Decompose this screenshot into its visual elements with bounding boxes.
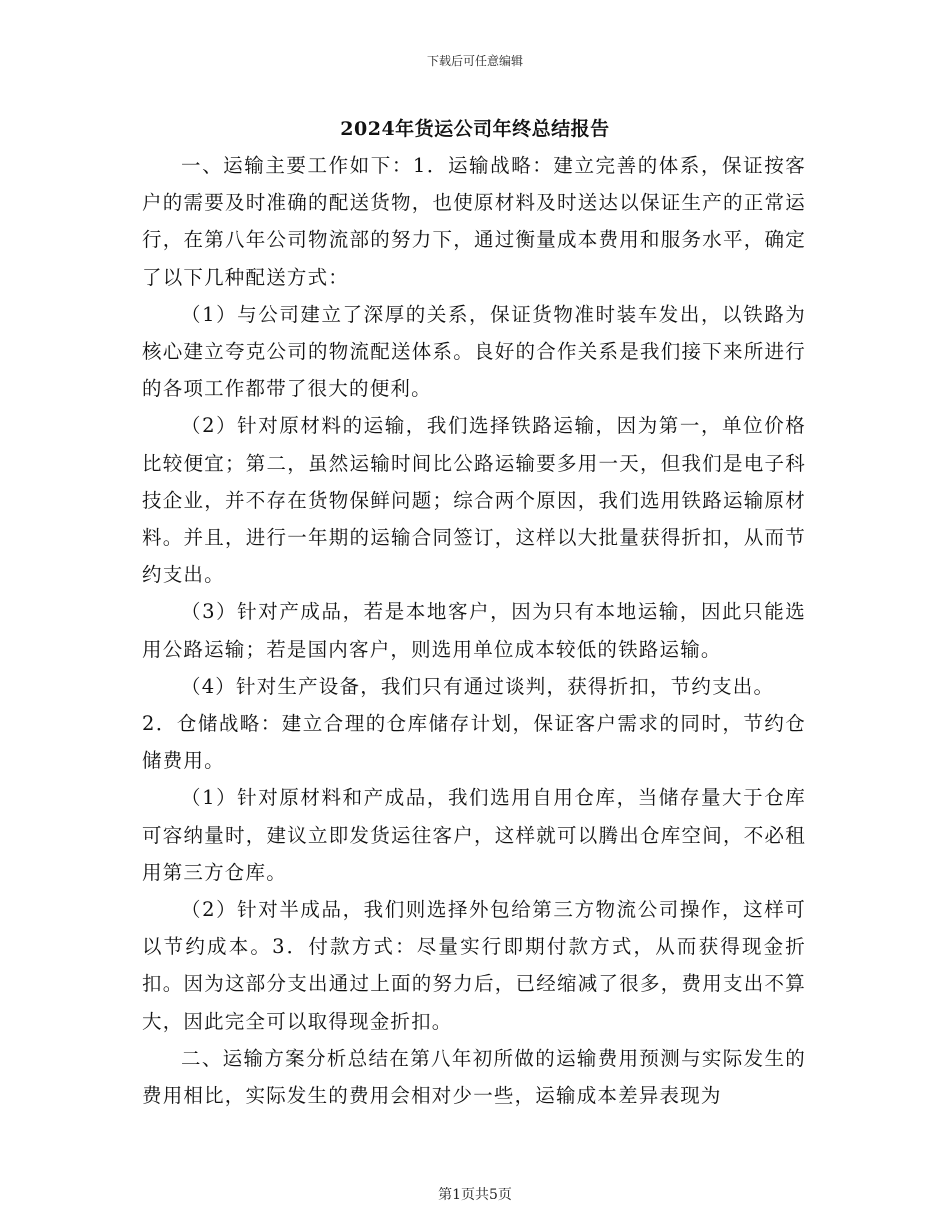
document-title: 2024年货运公司年终总结报告 (340, 118, 610, 140)
page-number: 第1页共5页 (438, 1187, 512, 1203)
page-header-note: 下载后可任意编辑 (426, 54, 523, 68)
paragraph-9: 二、运输方案分析总结在第八年初所做的运输费用预测与实际发生的费用相比，实际发生的费用会相对少一些，运输成本差异表现为 (142, 1046, 806, 1108)
paragraph-1: 一、运输主要工作如下：1．运输战略：建立完善的体系，保证按客户的需要及时准确的配送货物，也使原材料及时送达以保证生产的正常运行，在第八年公司物流部的努力下，通过衡量成本费用和服务水平，确定了以下几种配送方式： (142, 154, 806, 289)
paragraph-4: （3）针对产成品，若是本地客户，因为只有本地运输，因此只能选用公路运输；若是国内客户，则选用单位成本较低的铁路运输。 (142, 600, 806, 661)
document-body (142, 147, 806, 1114)
paragraph-2: （1）与公司建立了深厚的关系，保证货物准时装车发出，以铁路为核心建立夸克公司的物流配送体系。良好的合作关系是我们接下来所进行的各项工作都带了很大的便利。 (142, 302, 806, 401)
paragraph-8: （2）针对半成品，我们则选择外包给第三方物流公司操作，这样可以节约成本。3．付款方式：尽量实行即期付款方式，从而获得现金折扣。因为这部分支出通过上面的努力后，已经缩减了很多，费用支出不算大，因此完全可以取得现金折扣。 (142, 898, 806, 1033)
paragraph-3: （2）针对原材料的运输，我们选择铁路运输，因为第一，单位价格比较便宜；第二，虽然运输时间比公路运输要多用一天，但我们是电子科技企业，并不存在货物保鲜问题；综合两个原因，我们选用铁路运输原材料。并且，进行一年期的运输合同签订，这样以大批量获得折扣，从而节约支出。 (142, 414, 806, 587)
paragraph-7: （1）针对原材料和产成品，我们选用自用仓库，当储存量大于仓库可容纳量时，建议立即发货运往客户，这样就可以腾出仓库空间，不必租用第三方仓库。 (142, 786, 806, 884)
paragraph-6: 2．仓储战略：建立合理的仓库储存计划，保证客户需求的同时，节约仓储费用。 (142, 712, 806, 773)
paragraph-5: （4）针对生产设备，我们只有通过谈判，获得折扣，节约支出。 (181, 674, 775, 698)
